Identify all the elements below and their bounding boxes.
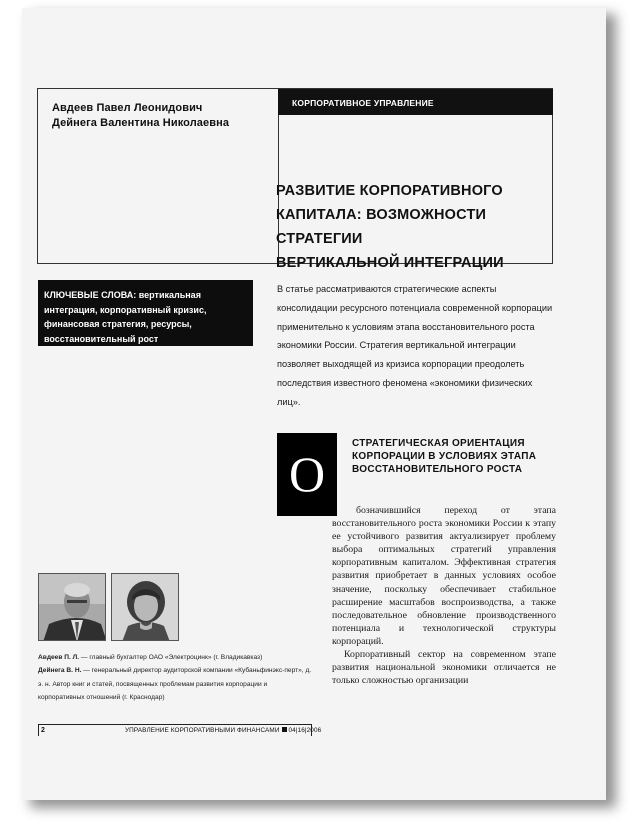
body-text (332, 504, 556, 687)
keywords-text: вертикальная интеграция, корпоративный кризис, финансовая стратегия, ресурсы, восстановительный рост (44, 290, 207, 344)
footer-rule (38, 724, 312, 725)
woman-portrait-icon (112, 574, 179, 641)
abstract: В статье рассматриваются стратегические аспекты консолидации ресурсного потенциала современной корпорации применительно к условиям этапа восстановительного роста экономики России. Стратегия вертикальной интеграции позволяет выходящей из кризиса корпорации преодолеть последствия известного феномена «экономики физических лиц». (277, 284, 553, 407)
keywords-box (38, 280, 253, 346)
journal-footer (125, 727, 321, 734)
keywords-label: КЛЮЧЕВЫЕ СЛОВА: (44, 290, 137, 300)
article-title (276, 179, 552, 275)
section-heading: СТРАТЕГИЧЕСКАЯ ОРИЕНТАЦИЯ КОРПОРАЦИИ В УСЛОВИЯХ ЭТАПА ВОССТАНОВИТЕЛЬНОГО РОСТА (352, 438, 537, 475)
man-portrait-icon (39, 574, 106, 641)
page-number: 2 (41, 727, 45, 734)
square-bullet-icon (282, 727, 287, 732)
caption-name: Авдеев П. Л. (38, 654, 80, 661)
author-photo-avdeev (38, 573, 106, 641)
rubric-label: КОРПОРАТИВНОЕ УПРАВЛЕНИЕ (278, 89, 553, 115)
caption-text: — главный бухгалтер ОАО «Электроцинк» (г. Владикавказ) (79, 654, 263, 661)
caption-name: Дейнега В. Н. (38, 667, 82, 675)
title-line: КАПИТАЛА: ВОЗМОЖНОСТИ СТРАТЕГИИ (276, 207, 487, 247)
title-line: ВЕРТИКАЛЬНОЙ ИНТЕГРАЦИИ (276, 255, 504, 271)
paragraph-2: Корпоративный сектор на современном этапе развития национальной экономики отличается не только сложностью организации (332, 649, 556, 687)
article-header (37, 88, 553, 271)
title-line: РАЗВИТИЕ КОРПОРАТИВНОГО (276, 183, 503, 199)
caption-deinega (38, 664, 313, 704)
drop-cap: О (277, 433, 337, 516)
journal-issue: 04|16|2006 (288, 727, 322, 734)
paragraph-1: бозначившийся переход от этапа восстановительного роста экономики России к этапу ее устойчивого развития актуализирует проблему выбора оптимальных стратегий управления корпоративным капиталом. Эффективная стратегия развития приобретает в данных условиях особое значение, поскольку обеспечивает стабильное расширение масштабов воспроизводства, а также последовательное обновление производственного потенциала и технологической структуры корпораций. (332, 505, 556, 647)
caption-text: — генеральный директор аудиторской компании «Кубаньфинэкс-перт», д. э. н. Автор книг и статей, посвященных проблемам развития корпорации и корпоративных отношений (г. Краснодар) (38, 667, 312, 701)
author-1: Авдеев Павел Леонидович (52, 102, 203, 114)
author-captions (38, 651, 313, 704)
footer-tick-left (38, 724, 39, 736)
caption-avdeev (38, 651, 313, 664)
authors (52, 101, 229, 131)
journal-name: УПРАВЛЕНИЕ КОРПОРАТИВНЫМИ ФИНАНСАМИ (125, 727, 280, 734)
author-2: Дейнега Валентина Николаевна (52, 117, 230, 129)
author-photo-deinega (111, 573, 179, 641)
